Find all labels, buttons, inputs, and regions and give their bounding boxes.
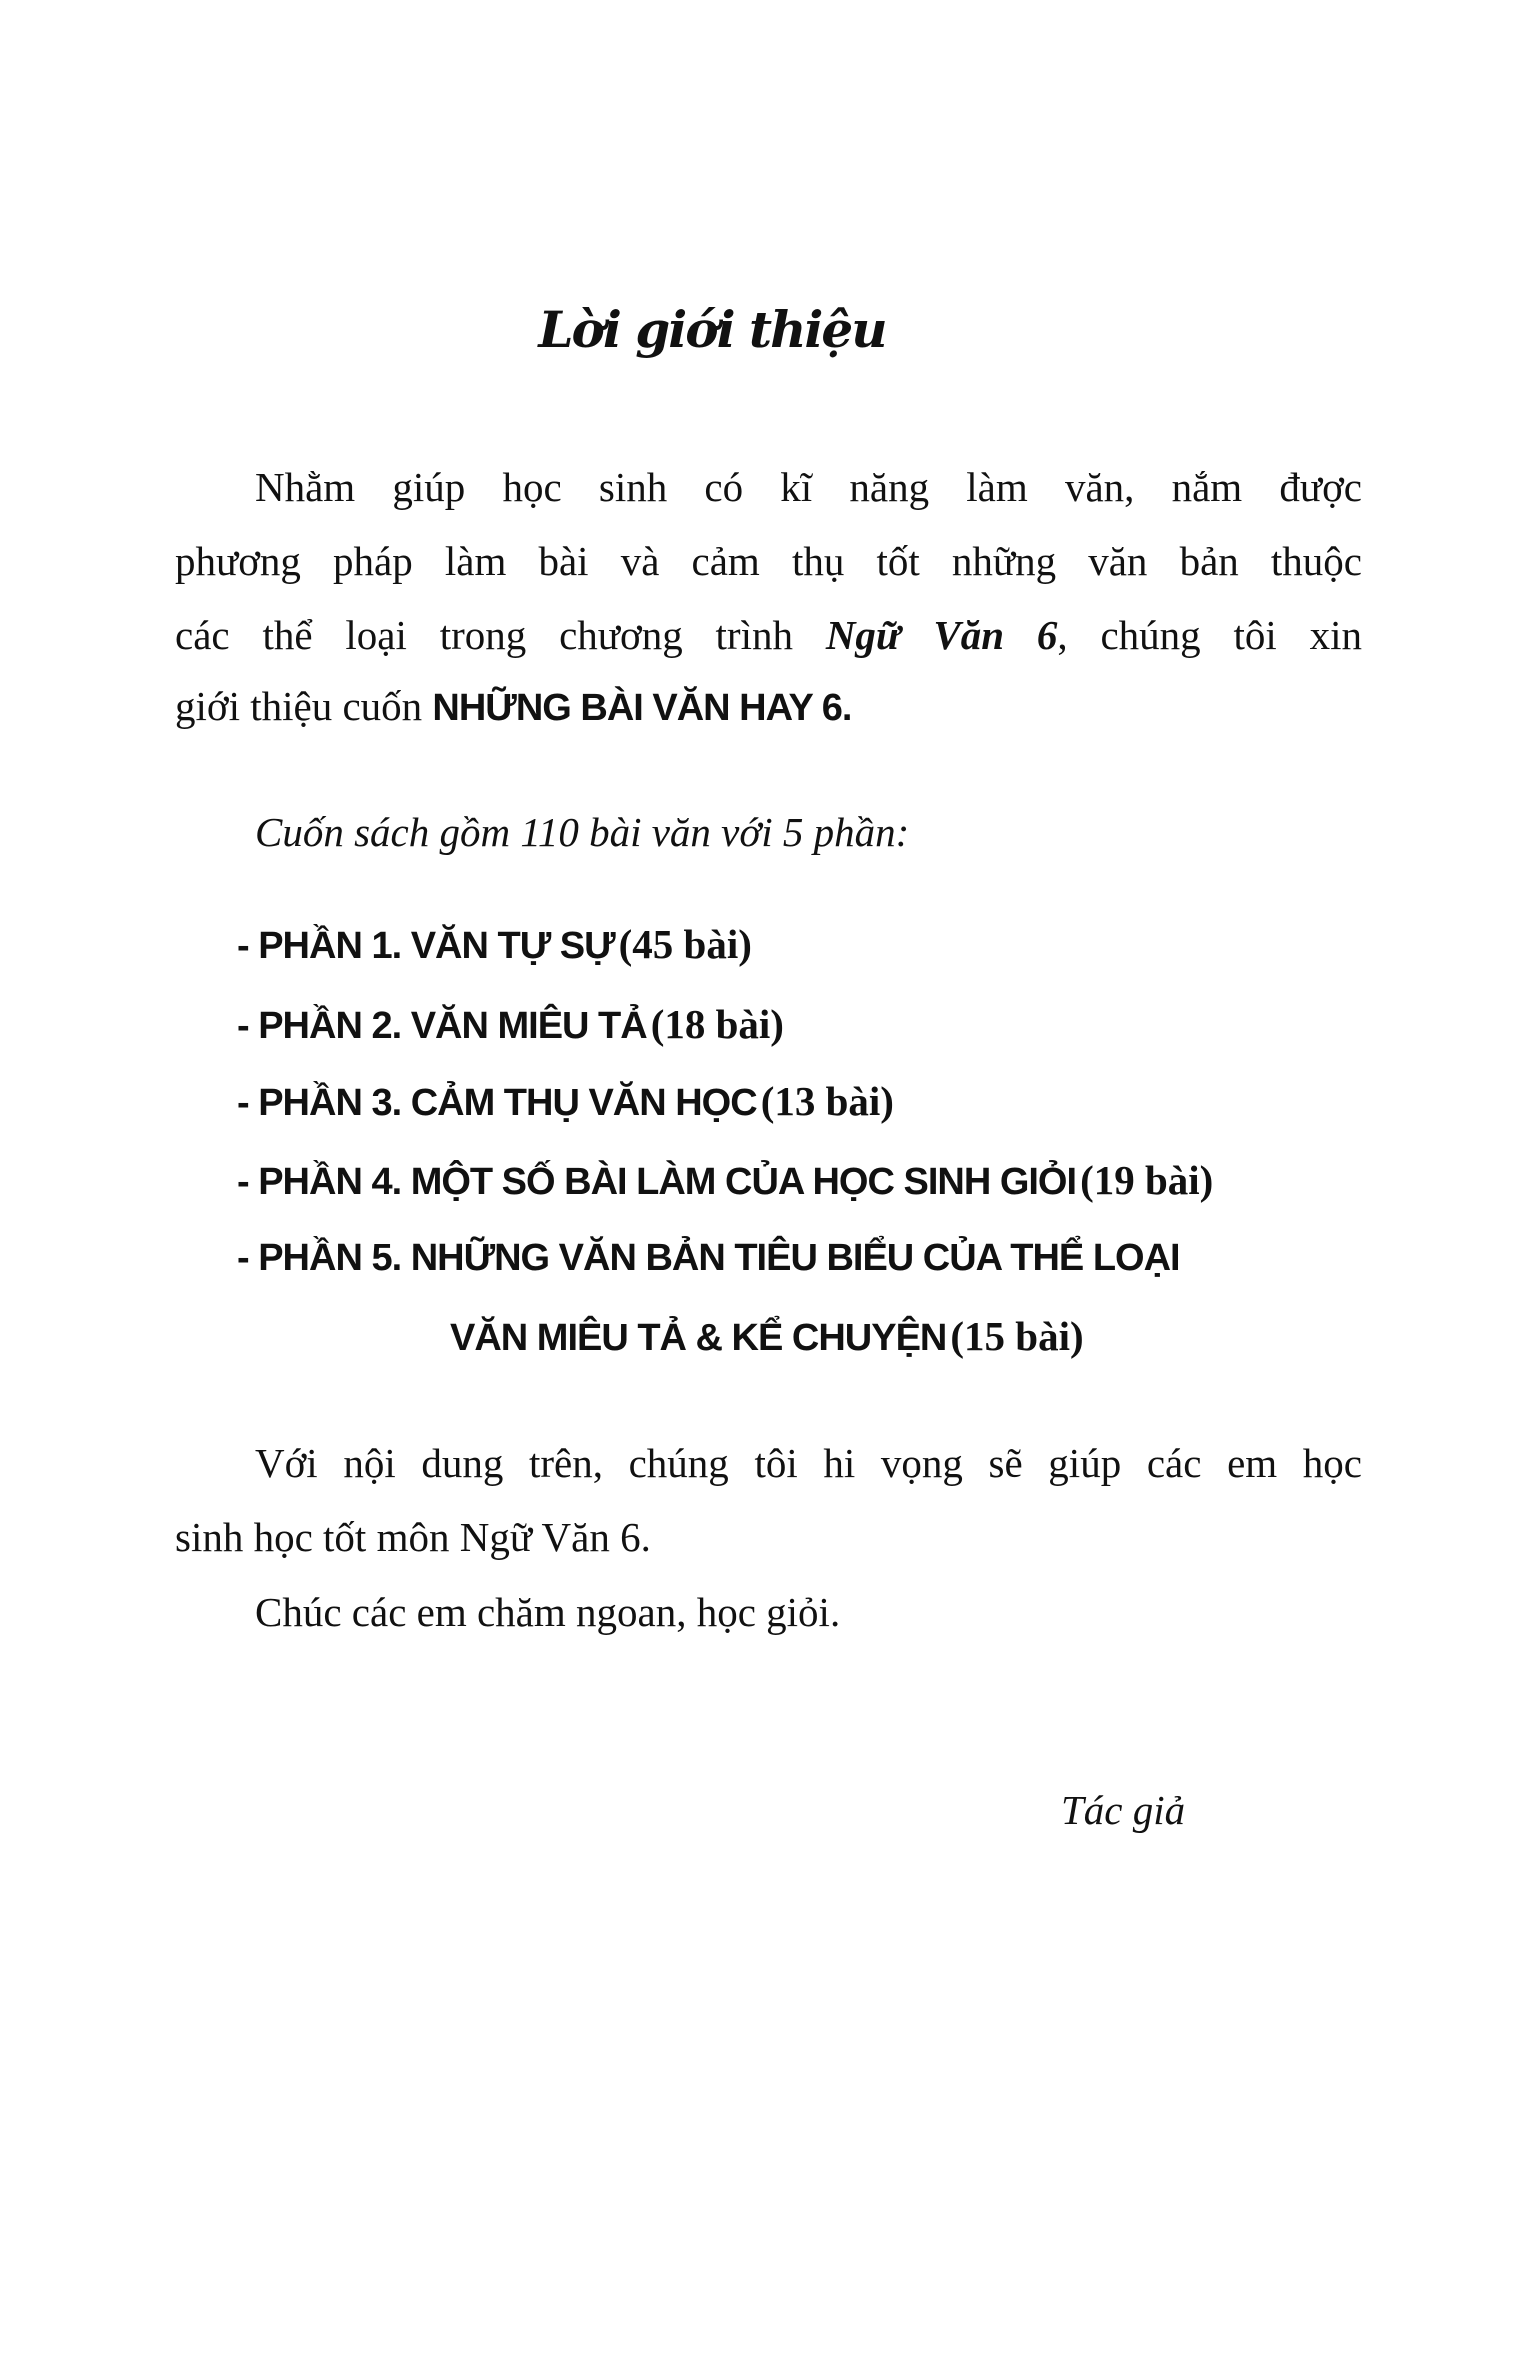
signature: Tác giả: [1061, 1787, 1186, 1833]
part-label: VĂN MIÊU TẢ & KỂ CHUYỆN: [450, 1317, 947, 1359]
part-item: [237, 1233, 1180, 1291]
part-count: (15 bài): [950, 1313, 1084, 1359]
closing-line-1: Với nội dung trên, chúng tôi hi vọng sẽ giúp các em học: [255, 1440, 1362, 1486]
book-series-name: Ngữ Văn 6: [825, 612, 1058, 658]
book-title: NHỮNG BÀI VĂN HAY 6.: [432, 687, 852, 729]
intro-line-3: [175, 610, 1362, 660]
part-count: (18 bài): [650, 1001, 784, 1047]
part-count: (45 bài): [618, 921, 752, 967]
intro-line-1: Nhằm giúp học sinh có kĩ năng làm văn, nắm được: [255, 464, 1362, 510]
part-item: [237, 919, 752, 979]
part-label: - PHẦN 2. VĂN MIÊU TẢ: [237, 1005, 647, 1047]
summary-line: Cuốn sách gồm 110 bài văn với 5 phần:: [255, 809, 910, 855]
closing-line-3: Chúc các em chăm ngoan, học giỏi.: [255, 1589, 841, 1635]
part-label: - PHẦN 5. NHỮNG VĂN BẢN TIÊU BIỂU CỦA THỂ LOẠI: [237, 1237, 1180, 1279]
part-item-continuation: [450, 1311, 1084, 1371]
closing-line-2: sinh học tốt môn Ngữ Văn 6.: [175, 1514, 651, 1560]
part-label: - PHẦN 1. VĂN TỰ SỰ: [237, 925, 615, 967]
part-item: [237, 1155, 1213, 1215]
part-label: - PHẦN 4. MỘT SỐ BÀI LÀM CỦA HỌC SINH GIỎI: [237, 1161, 1077, 1203]
intro-line-3-text: các thể loại trong chương trình: [175, 612, 793, 658]
part-count: (19 bài): [1080, 1157, 1214, 1203]
part-item: [237, 999, 784, 1059]
part-count: (13 bài): [760, 1078, 894, 1124]
intro-line-4-text: giới thiệu cuốn: [175, 683, 423, 729]
intro-line-4: [175, 681, 851, 733]
intro-line-3-tail: , chúng tôi xin: [1057, 612, 1363, 658]
part-item: [237, 1076, 894, 1136]
intro-line-2: phương pháp làm bài và cảm thụ tốt những văn bản thuộc: [175, 538, 1362, 584]
page-title: Lời giới thiệu: [538, 300, 886, 359]
part-label: - PHẦN 3. CẢM THỤ VĂN HỌC: [237, 1082, 757, 1124]
